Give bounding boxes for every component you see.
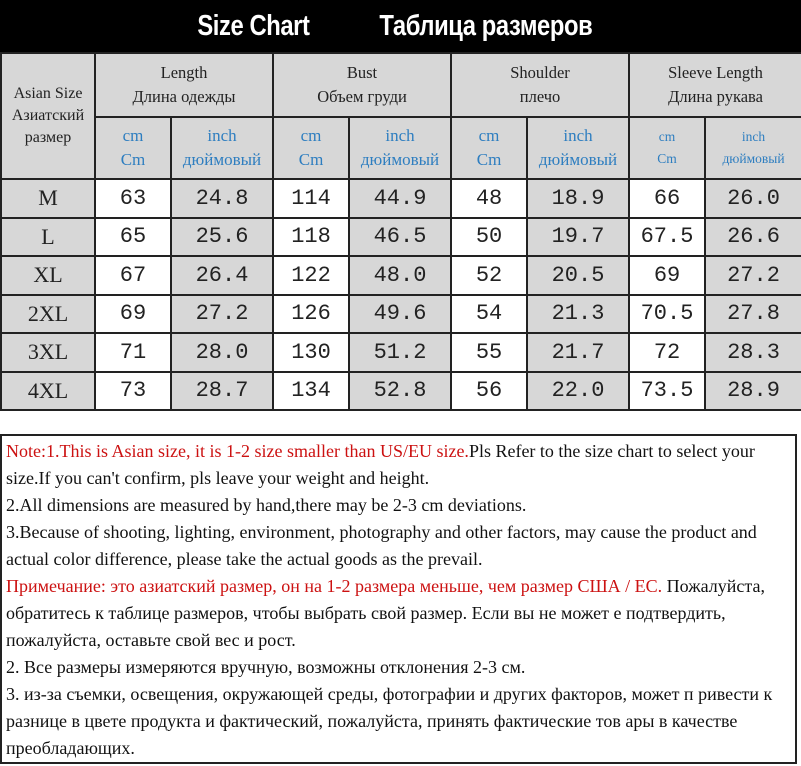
cm-value-cell: 48 [451, 179, 527, 218]
note-en-1-warning: Note:1.This is Asian size, it is 1-2 size smaller than US/EU size. [6, 441, 469, 461]
cm-value-cell: 71 [95, 333, 171, 372]
cm-value-cell: 70.5 [629, 295, 705, 334]
unit-cm [629, 117, 705, 179]
size-cell: XL [1, 256, 95, 295]
inch-value-cell: 26.0 [705, 179, 801, 218]
inch-value-cell: 21.3 [527, 295, 629, 334]
note-en-1-text: Pls Refer to the size chart to select your size.If you can't confirm, pls leave your weight and height. [6, 441, 755, 488]
cm-value-cell: 69 [629, 256, 705, 295]
cm-value-cell: 56 [451, 372, 527, 411]
inch-value-cell: 46.5 [349, 218, 451, 257]
inch-value-cell: 49.6 [349, 295, 451, 334]
inch-value-cell: 26.4 [171, 256, 273, 295]
inch-value-cell: 27.8 [705, 295, 801, 334]
sleeve-header-en: Sleeve Length [668, 63, 763, 82]
inch-value-cell: 51.2 [349, 333, 451, 372]
sleeve-header-ru: Длина рукава [668, 87, 763, 106]
cm-value-cell: 69 [95, 295, 171, 334]
cm-value-cell: 122 [273, 256, 349, 295]
inch-value-cell: 24.8 [171, 179, 273, 218]
cm-value-cell: 67 [95, 256, 171, 295]
note-en-2: 2.All dimensions are measured by hand,there may be 2-3 cm deviations. [6, 495, 527, 515]
note-ru-1-warning: Примечание: это азиатский размер, он на 1-2 размера меньше, чем размер США / ЕС. [6, 576, 663, 596]
cm-value-cell: 130 [273, 333, 349, 372]
unit-inch-label-2: дюймовый [360, 150, 440, 169]
cm-value-cell: 72 [629, 333, 705, 372]
sleeve-length-header [629, 53, 801, 117]
unit-cm-label: cm [658, 129, 676, 144]
table-header-row [1, 53, 801, 117]
asian-size-label-en: Asian Size [13, 85, 83, 102]
inch-value-cell: 21.7 [527, 333, 629, 372]
inch-value-cell: 48.0 [349, 256, 451, 295]
cm-value-cell: 73.5 [629, 372, 705, 411]
note-ru-1 [6, 573, 795, 654]
note-en-3: 3.Because of shooting, lighting, environment, photography and other factors, may cause the product and actual color difference, please take the actual goods as the prevail. [6, 522, 757, 569]
unit-cm [451, 117, 527, 179]
table-row [1, 295, 801, 334]
notes-box [0, 434, 797, 764]
asian-size-label-ru: Азиатский [11, 107, 85, 124]
banner-title-en: Size Chart [197, 9, 310, 42]
note-ru-3: 3. из-за съемки, освещения, окружающей среды, фотографии и других факторов, может п ривести к разнице в цвете продукта и фактический, пожалуйста, принять фактические тов ары в качестве преобладающих. [6, 684, 773, 758]
inch-value-cell: 44.9 [349, 179, 451, 218]
unit-cm-label-2: Cm [120, 150, 146, 169]
unit-cm-label: cm [122, 126, 144, 145]
cm-value-cell: 73 [95, 372, 171, 411]
inch-value-cell: 25.6 [171, 218, 273, 257]
cm-value-cell: 114 [273, 179, 349, 218]
bust-header-en: Bust [346, 63, 378, 82]
table-row [1, 218, 801, 257]
cm-value-cell: 54 [451, 295, 527, 334]
unit-inch-label: inch [385, 126, 415, 145]
size-cell: M [1, 179, 95, 218]
inch-value-cell: 28.0 [171, 333, 273, 372]
unit-cm [95, 117, 171, 179]
length-header-en: Length [160, 63, 208, 82]
cm-value-cell: 52 [451, 256, 527, 295]
note-en-1 [6, 438, 795, 492]
cm-value-cell: 63 [95, 179, 171, 218]
asian-size-label-ru-2: размер [24, 129, 72, 146]
table-row [1, 372, 801, 411]
table-row [1, 256, 801, 295]
unit-inch-label-2: дюймовый [182, 150, 262, 169]
size-chart-banner [0, 0, 801, 52]
size-cell: 4XL [1, 372, 95, 411]
unit-inch-label-2: дюймовый [722, 151, 785, 166]
cm-value-cell: 50 [451, 218, 527, 257]
inch-value-cell: 52.8 [349, 372, 451, 411]
unit-cm-label-2: Cm [657, 151, 677, 166]
inch-value-cell: 18.9 [527, 179, 629, 218]
table-row [1, 179, 801, 218]
table-row [1, 333, 801, 372]
shoulder-header [451, 53, 629, 117]
inch-value-cell: 26.6 [705, 218, 801, 257]
cm-value-cell: 55 [451, 333, 527, 372]
note-ru-2: 2. Все размеры измеряются вручную, возможны отклонения 2-3 см. [6, 657, 526, 677]
unit-inch-label: inch [207, 126, 237, 145]
length-header-ru: Длина одежды [132, 87, 236, 106]
inch-value-cell: 22.0 [527, 372, 629, 411]
unit-inch-label: inch [741, 129, 766, 144]
cm-value-cell: 126 [273, 295, 349, 334]
cm-value-cell: 118 [273, 218, 349, 257]
size-cell: 3XL [1, 333, 95, 372]
inch-value-cell: 28.9 [705, 372, 801, 411]
cm-value-cell: 134 [273, 372, 349, 411]
unit-cm-label: cm [478, 126, 500, 145]
size-table [0, 52, 801, 411]
size-rows [1, 179, 801, 410]
unit-cm-label-2: Cm [298, 150, 324, 169]
inch-value-cell: 28.7 [171, 372, 273, 411]
inch-value-cell: 27.2 [171, 295, 273, 334]
inch-value-cell: 28.3 [705, 333, 801, 372]
size-cell: 2XL [1, 295, 95, 334]
unit-inch-label-2: дюймовый [538, 150, 618, 169]
banner-title-ru: Таблица размеров [379, 9, 593, 42]
length-header [95, 53, 273, 117]
bust-header [273, 53, 451, 117]
cm-value-cell: 65 [95, 218, 171, 257]
bust-header-ru: Объем груди [317, 87, 407, 106]
inch-value-cell: 19.7 [527, 218, 629, 257]
unit-inch [527, 117, 629, 179]
cm-value-cell: 67.5 [629, 218, 705, 257]
inch-value-cell: 27.2 [705, 256, 801, 295]
shoulder-header-ru: плечо [519, 87, 561, 106]
cm-value-cell: 66 [629, 179, 705, 218]
unit-inch [705, 117, 801, 179]
unit-cm-label: cm [300, 126, 322, 145]
unit-inch [349, 117, 451, 179]
shoulder-header-en: Shoulder [510, 63, 570, 82]
unit-cm-label-2: Cm [476, 150, 502, 169]
note-ru-1-text: Пожалуйста, обратитесь к таблице размеров, чтобы выбрать свой размер. Если вы не может е подтвердить, пожалуйста, оставьте свой вес и рост. [6, 576, 765, 650]
unit-header-row [1, 117, 801, 179]
unit-cm [273, 117, 349, 179]
unit-inch [171, 117, 273, 179]
asian-size-header [1, 53, 95, 179]
unit-inch-label: inch [563, 126, 593, 145]
size-cell: L [1, 218, 95, 257]
inch-value-cell: 20.5 [527, 256, 629, 295]
